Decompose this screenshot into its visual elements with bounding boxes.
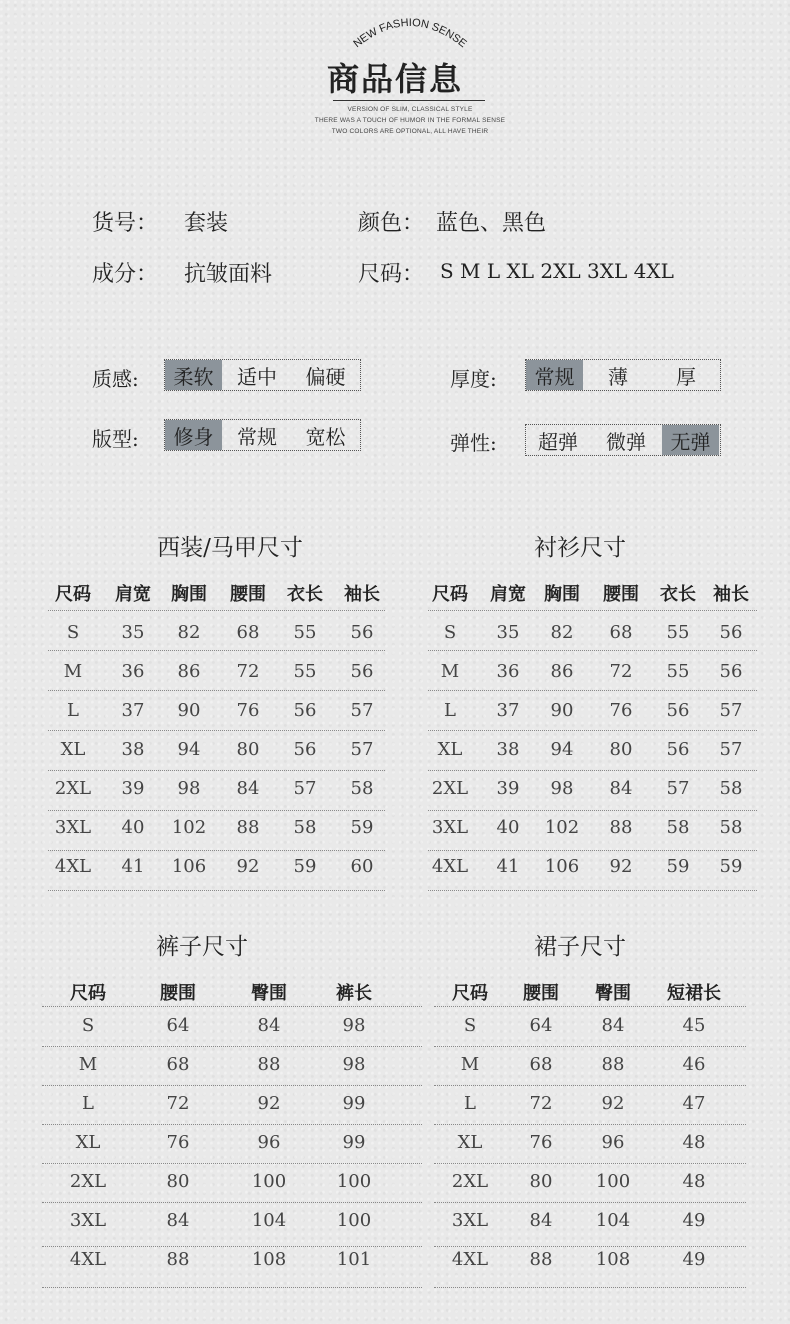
row-divider: [42, 1246, 422, 1247]
row-divider: [48, 690, 385, 691]
row-divider: [428, 850, 757, 851]
table-cell: 84: [529, 1210, 553, 1231]
table-cell: 76: [529, 1132, 553, 1153]
table-cell: 4XL: [54, 856, 92, 877]
table-cell: S: [66, 622, 80, 643]
table-cell: 100: [336, 1210, 372, 1231]
table-cell: 106: [171, 856, 207, 877]
table-cell: 100: [336, 1171, 372, 1192]
table-cell: 57: [666, 778, 690, 799]
table-cell: 2XL: [69, 1171, 107, 1192]
table-cell: 98: [342, 1054, 366, 1075]
material-value: 抗皱面料: [184, 262, 273, 287]
table-cell: 55: [293, 661, 317, 682]
thickness-options: [525, 359, 721, 391]
table-cell: L: [67, 700, 79, 721]
table-cell: 86: [550, 661, 574, 682]
table-cell: 88: [601, 1054, 625, 1075]
table-cell: 58: [350, 778, 374, 799]
table-cell: M: [63, 661, 83, 682]
table-cell: 56: [719, 661, 743, 682]
texture-options: [164, 359, 361, 391]
color-label: 颜色：: [358, 211, 425, 236]
table-cell: 88: [609, 817, 633, 838]
table-cell: 39: [121, 778, 145, 799]
table-cell: XL: [437, 739, 463, 760]
table-cell: 57: [350, 739, 374, 760]
row-divider: [434, 1046, 746, 1047]
table-cell: 92: [257, 1093, 281, 1114]
row-divider: [428, 610, 757, 611]
table-cell: 37: [496, 700, 520, 721]
table-cell: 90: [177, 700, 201, 721]
table-cell: S: [463, 1015, 477, 1036]
table-cell: 94: [550, 739, 574, 760]
table-cell: 56: [350, 622, 374, 643]
table-cell: S: [81, 1015, 95, 1036]
table-cell: XL: [457, 1132, 483, 1153]
table-cell: 68: [609, 622, 633, 643]
column-header: 袖长: [344, 584, 380, 605]
item-no-label: 货号：: [92, 211, 159, 236]
thickness-option-1[interactable]: 常规: [526, 360, 583, 390]
table-cell: 58: [293, 817, 317, 838]
table-cell: 84: [236, 778, 260, 799]
fit-option-2[interactable]: 常规: [237, 424, 277, 449]
table-cell: 108: [595, 1249, 631, 1270]
texture-option-2[interactable]: 适中: [237, 364, 277, 389]
size-value: S M L XL 2XL 3XL 4XL: [440, 259, 674, 283]
table-cell: 57: [293, 778, 317, 799]
table-cell: 48: [682, 1171, 706, 1192]
column-header: 臀围: [251, 983, 287, 1004]
table-cell: 72: [529, 1093, 553, 1114]
shirt-size-title: 衬衫尺寸: [534, 535, 626, 561]
row-divider: [434, 1163, 746, 1164]
row-divider: [428, 770, 757, 771]
elasticity-option-3[interactable]: 无弹: [662, 425, 719, 455]
table-cell: 56: [666, 739, 690, 760]
table-cell: 82: [550, 622, 574, 643]
row-divider: [434, 1246, 746, 1247]
table-cell: 40: [496, 817, 520, 838]
table-cell: 3XL: [431, 817, 469, 838]
thickness-option-3[interactable]: 厚: [676, 364, 696, 389]
table-cell: 4XL: [431, 856, 469, 877]
table-cell: L: [464, 1093, 476, 1114]
table-cell: 56: [350, 661, 374, 682]
table-cell: 64: [529, 1015, 553, 1036]
column-header: 尺码: [452, 983, 488, 1004]
table-cell: 59: [719, 856, 743, 877]
table-cell: 35: [121, 622, 145, 643]
suit-size-title: 西装/马甲尺寸: [157, 535, 303, 561]
table-cell: XL: [60, 739, 86, 760]
table-cell: 86: [177, 661, 201, 682]
size-label: 尺码：: [358, 262, 425, 287]
table-cell: 76: [166, 1132, 190, 1153]
page-title: 商品信息: [326, 60, 463, 98]
table-cell: 39: [496, 778, 520, 799]
row-divider: [428, 810, 757, 811]
table-cell: 96: [257, 1132, 281, 1153]
item-no-value: 套装: [184, 211, 229, 236]
row-divider: [48, 810, 385, 811]
table-cell: 80: [609, 739, 633, 760]
column-header: 腰围: [523, 983, 559, 1004]
table-cell: 94: [177, 739, 201, 760]
elasticity-option-1[interactable]: 超弹: [538, 429, 578, 454]
table-cell: 58: [719, 778, 743, 799]
table-cell: 38: [121, 739, 145, 760]
row-divider: [42, 1124, 422, 1125]
table-cell: 72: [609, 661, 633, 682]
skirt-size-title: 裙子尺寸: [534, 934, 626, 960]
elasticity-options: [525, 424, 721, 456]
table-cell: 101: [336, 1249, 372, 1270]
table-cell: 3XL: [69, 1210, 107, 1231]
table-cell: 58: [666, 817, 690, 838]
table-cell: 55: [666, 622, 690, 643]
table-cell: 41: [121, 856, 145, 877]
table-cell: 3XL: [54, 817, 92, 838]
table-cell: 56: [719, 622, 743, 643]
table-cell: 96: [601, 1132, 625, 1153]
table-cell: 41: [496, 856, 520, 877]
row-divider: [434, 1202, 746, 1203]
table-cell: S: [443, 622, 457, 643]
row-divider: [42, 1202, 422, 1203]
table-cell: 82: [177, 622, 201, 643]
table-cell: 68: [236, 622, 260, 643]
table-cell: 100: [251, 1171, 287, 1192]
row-divider: [42, 1006, 422, 1007]
column-header: 衣长: [287, 584, 323, 605]
table-cell: 47: [682, 1093, 706, 1114]
column-header: 短裙长: [667, 983, 721, 1004]
table-cell: M: [78, 1054, 98, 1075]
table-cell: 72: [236, 661, 260, 682]
table-cell: XL: [75, 1132, 101, 1153]
table-cell: 59: [293, 856, 317, 877]
row-divider: [428, 730, 757, 731]
subtitle-line-1: VERSION OF SLIM, CLASSICAL STYLE: [347, 106, 473, 113]
table-cell: 98: [342, 1015, 366, 1036]
table-cell: 88: [529, 1249, 553, 1270]
table-cell: 60: [350, 856, 374, 877]
table-cell: 102: [171, 817, 207, 838]
table-cell: L: [444, 700, 456, 721]
table-cell: 84: [257, 1015, 281, 1036]
row-divider: [48, 890, 385, 891]
table-cell: 88: [236, 817, 260, 838]
svg-text:NEW FASHION SENSE: NEW FASHION SENSE: [351, 16, 469, 51]
table-cell: 58: [719, 817, 743, 838]
table-cell: 37: [121, 700, 145, 721]
table-cell: 84: [166, 1210, 190, 1231]
color-value: 蓝色、黑色: [436, 211, 547, 236]
row-divider: [48, 770, 385, 771]
table-cell: 99: [342, 1093, 366, 1114]
table-cell: 56: [293, 700, 317, 721]
column-header: 尺码: [55, 584, 91, 605]
column-header: 腰围: [230, 584, 266, 605]
table-cell: 2XL: [431, 778, 469, 799]
row-divider: [434, 1006, 746, 1007]
table-cell: 3XL: [451, 1210, 489, 1231]
texture-label: 质感:: [92, 367, 139, 391]
texture-option-1[interactable]: 柔软: [165, 360, 222, 390]
table-cell: 55: [666, 661, 690, 682]
column-header: 衣长: [660, 584, 696, 605]
table-cell: 45: [682, 1015, 706, 1036]
fit-label: 版型:: [92, 427, 139, 451]
table-cell: 49: [682, 1210, 706, 1231]
table-cell: 98: [177, 778, 201, 799]
table-cell: 84: [601, 1015, 625, 1036]
table-cell: 76: [236, 700, 260, 721]
column-header: 臀围: [595, 983, 631, 1004]
column-header: 尺码: [70, 983, 106, 1004]
table-cell: 90: [550, 700, 574, 721]
fit-options: [164, 419, 361, 451]
table-cell: 57: [350, 700, 374, 721]
column-header: 袖长: [713, 584, 749, 605]
row-divider: [48, 610, 385, 611]
title-underline: [333, 100, 485, 101]
thickness-label: 厚度:: [450, 367, 497, 391]
row-divider: [48, 850, 385, 851]
column-header: 肩宽: [115, 584, 151, 605]
column-header: 腰围: [160, 983, 196, 1004]
row-divider: [434, 1085, 746, 1086]
table-cell: 4XL: [69, 1249, 107, 1270]
column-header: 尺码: [432, 584, 468, 605]
table-cell: 92: [609, 856, 633, 877]
header-arc-text: [330, 8, 490, 58]
row-divider: [48, 650, 385, 651]
row-divider: [42, 1287, 422, 1288]
pants-size-title: 裤子尺寸: [156, 934, 248, 960]
row-divider: [42, 1163, 422, 1164]
table-cell: 36: [121, 661, 145, 682]
table-cell: 104: [251, 1210, 287, 1231]
table-cell: 92: [601, 1093, 625, 1114]
table-cell: 92: [236, 856, 260, 877]
table-cell: 102: [544, 817, 580, 838]
table-cell: 2XL: [451, 1171, 489, 1192]
table-cell: 36: [496, 661, 520, 682]
table-cell: 80: [529, 1171, 553, 1192]
elasticity-label: 弹性:: [450, 431, 497, 455]
row-divider: [42, 1046, 422, 1047]
table-cell: 88: [166, 1249, 190, 1270]
table-cell: 104: [595, 1210, 631, 1231]
table-cell: 55: [293, 622, 317, 643]
table-cell: 72: [166, 1093, 190, 1114]
table-cell: 56: [666, 700, 690, 721]
table-cell: 80: [236, 739, 260, 760]
subtitle-line-2: THERE WAS A TOUCH OF HUMOR IN THE FORMAL SENSE: [314, 117, 506, 124]
table-cell: 106: [544, 856, 580, 877]
table-cell: 80: [166, 1171, 190, 1192]
table-cell: 68: [529, 1054, 553, 1075]
table-cell: 57: [719, 739, 743, 760]
row-divider: [48, 730, 385, 731]
subtitle-line-3: TWO COLORS ARE OPTIONAL, ALL HAVE THEIR: [331, 128, 489, 135]
table-cell: 46: [682, 1054, 706, 1075]
material-label: 成分：: [92, 262, 159, 287]
row-divider: [428, 890, 757, 891]
row-divider: [42, 1085, 422, 1086]
column-header: 胸围: [171, 584, 207, 605]
row-divider: [434, 1287, 746, 1288]
table-cell: M: [460, 1054, 480, 1075]
thickness-option-2[interactable]: 薄: [608, 364, 628, 389]
table-cell: 56: [293, 739, 317, 760]
table-cell: 84: [609, 778, 633, 799]
column-header: 腰围: [603, 584, 639, 605]
table-cell: 49: [682, 1249, 706, 1270]
table-cell: 76: [609, 700, 633, 721]
table-cell: 40: [121, 817, 145, 838]
table-cell: L: [82, 1093, 94, 1114]
table-cell: 2XL: [54, 778, 92, 799]
table-cell: 68: [166, 1054, 190, 1075]
column-header: 胸围: [544, 584, 580, 605]
table-cell: 57: [719, 700, 743, 721]
texture-option-3[interactable]: 偏硬: [305, 364, 346, 389]
table-cell: 100: [595, 1171, 631, 1192]
elasticity-option-2[interactable]: 微弹: [606, 429, 646, 454]
fit-option-1[interactable]: 修身: [165, 420, 222, 450]
fit-option-3[interactable]: 宽松: [305, 424, 346, 449]
table-cell: M: [440, 661, 460, 682]
table-cell: 108: [251, 1249, 287, 1270]
table-cell: 38: [496, 739, 520, 760]
table-cell: 35: [496, 622, 520, 643]
column-header: 肩宽: [490, 584, 526, 605]
table-cell: 48: [682, 1132, 706, 1153]
table-cell: 99: [342, 1132, 366, 1153]
table-cell: 88: [257, 1054, 281, 1075]
table-cell: 4XL: [451, 1249, 489, 1270]
column-header: 裤长: [336, 983, 372, 1004]
table-cell: 59: [666, 856, 690, 877]
row-divider: [434, 1124, 746, 1125]
table-cell: 98: [550, 778, 574, 799]
table-cell: 59: [350, 817, 374, 838]
table-cell: 64: [166, 1015, 190, 1036]
row-divider: [428, 650, 757, 651]
row-divider: [428, 690, 757, 691]
